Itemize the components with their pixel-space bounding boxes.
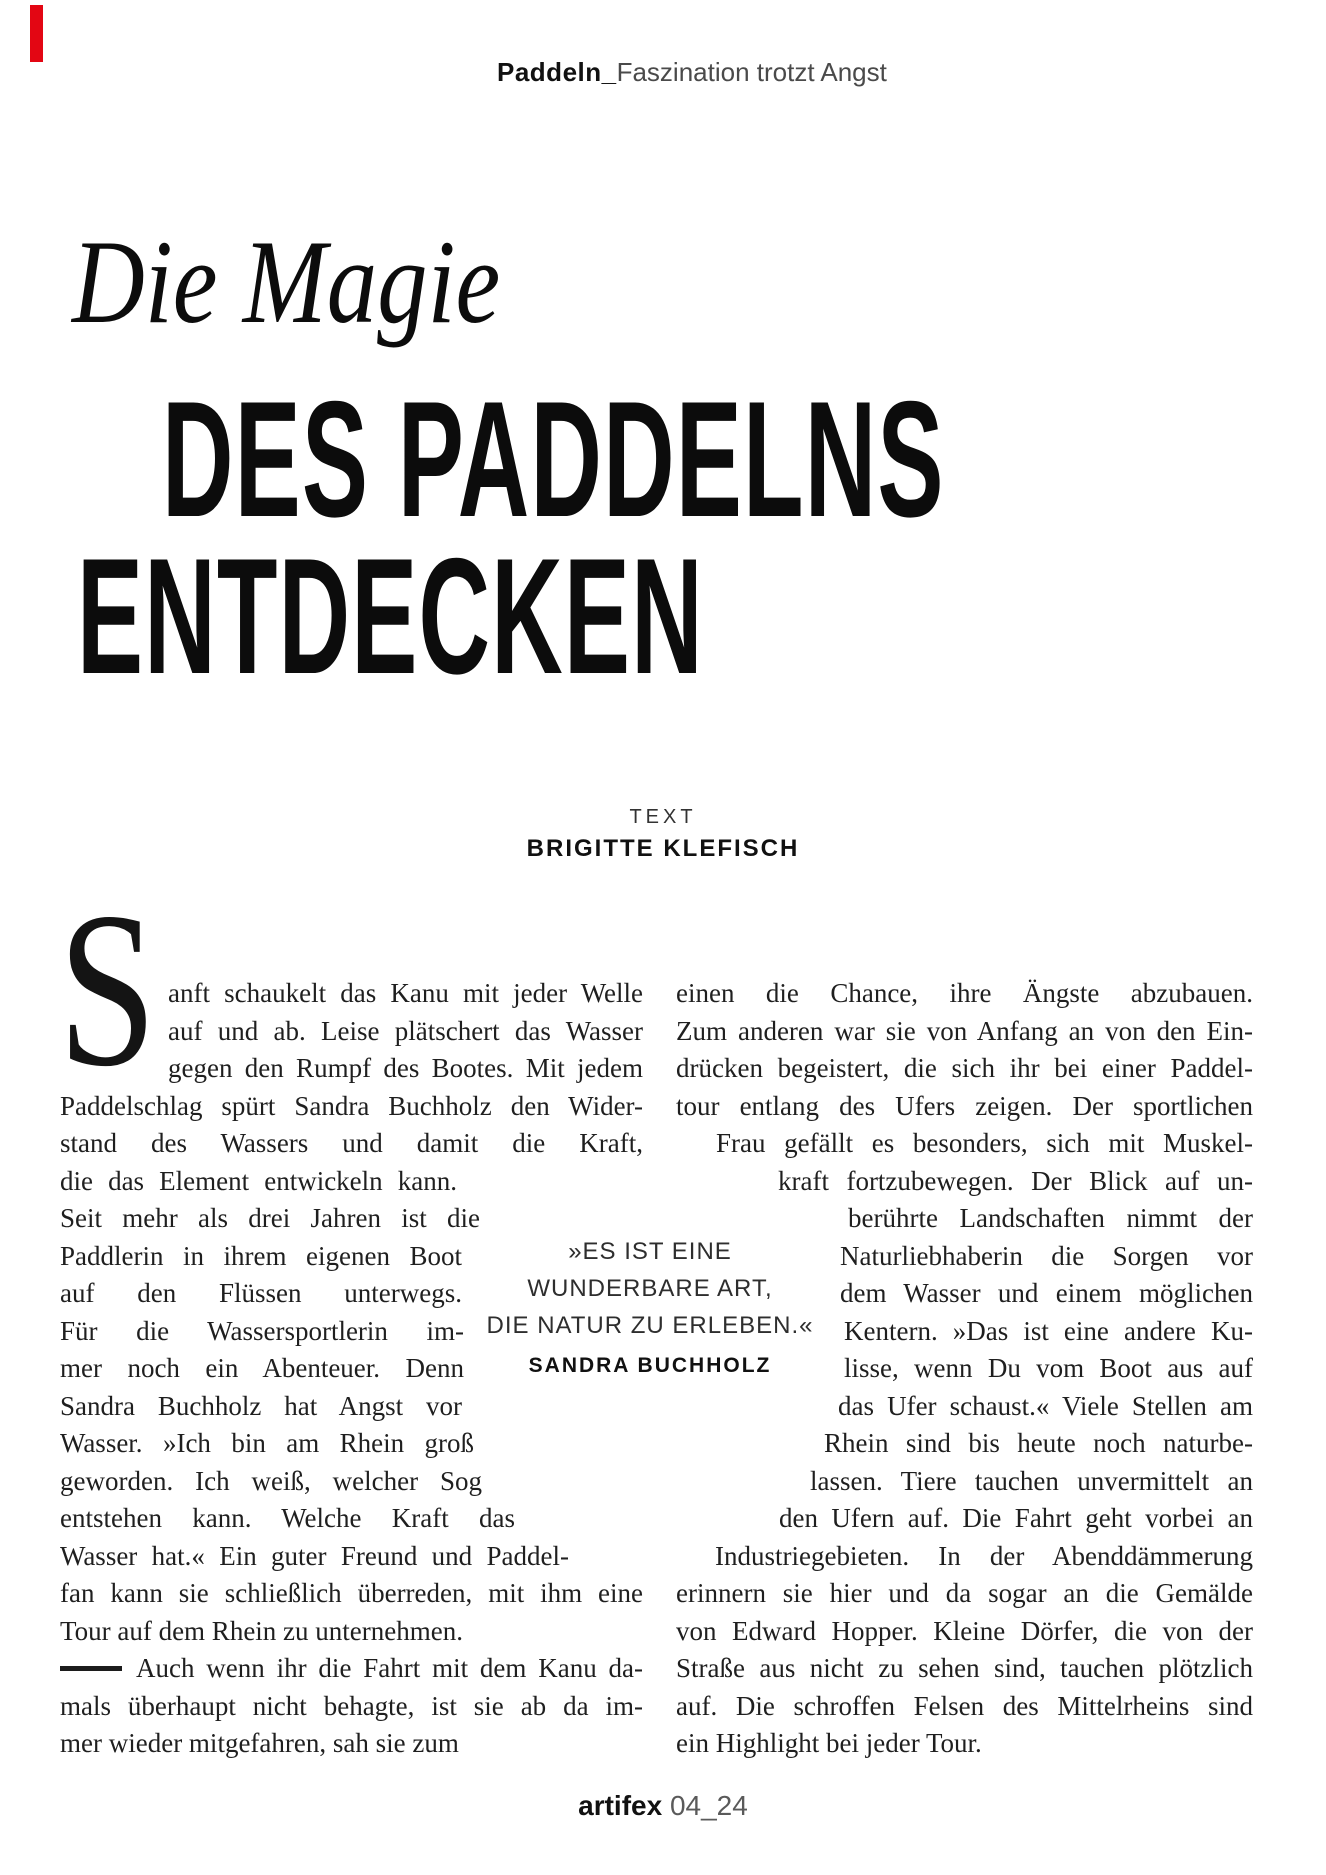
running-head bbox=[497, 58, 887, 86]
issue-number: 04_24 bbox=[669, 1790, 748, 1821]
drop-cap: S bbox=[58, 867, 157, 1113]
text-line: fan kann sie schließlich überreden, mit ihm eine bbox=[60, 1578, 643, 1608]
text-line: tour entlang des Ufers zeigen. Der sportlichen bbox=[676, 1090, 1253, 1121]
byline-label: TEXT bbox=[629, 806, 697, 828]
article-title-italic: Die Magie bbox=[72, 215, 501, 348]
article-title-caps-line2: ENTDECKEN bbox=[77, 524, 704, 708]
text-line: den Ufern auf. Die Fahrt geht vorbei an bbox=[779, 1503, 1253, 1533]
text-line: Frau gefällt es besonders, sich mit Muskel- bbox=[716, 1128, 1253, 1158]
accent-bar bbox=[30, 5, 43, 62]
pull-quote bbox=[400, 1233, 900, 1381]
text-line: mer noch ein Abenteuer. Denn bbox=[60, 1353, 464, 1383]
text-line: auf den Flüssen unterwegs. bbox=[60, 1278, 462, 1308]
pull-quote-lines bbox=[400, 1233, 900, 1344]
section-label: Paddeln_ bbox=[497, 57, 617, 87]
text-line: berührte Landschaften nimmt der bbox=[848, 1203, 1253, 1233]
text-line: stand des Wassers und damit die Kraft, bbox=[60, 1128, 643, 1158]
text-line: gegen den Rumpf des Bootes. Mit jedem bbox=[168, 1053, 643, 1083]
text-line: Tour auf dem Rhein zu unternehmen. bbox=[60, 1615, 463, 1646]
text-line: Kentern. »Das ist eine andere Ku- bbox=[844, 1315, 1253, 1346]
text-line: Industriegebieten. In der Abenddämmerung bbox=[715, 1540, 1253, 1571]
text-line: die das Element entwickeln kann. bbox=[60, 1165, 457, 1196]
text-line: dem Wasser und einem möglichen bbox=[840, 1278, 1253, 1308]
text-line: das Ufer schaust.« Viele Stellen am bbox=[838, 1390, 1253, 1421]
text-line: lassen. Tiere tauchen unvermittelt an bbox=[810, 1465, 1253, 1496]
text-line: von Edward Hopper. Kleine Dörfer, die von der bbox=[676, 1615, 1253, 1646]
text-line: Paddlerin in ihrem eigenen Boot bbox=[60, 1240, 462, 1271]
byline bbox=[0, 804, 1326, 868]
text-line: auf. Die schroffen Felsen des Mittelrheins sind bbox=[676, 1690, 1253, 1721]
text-line: Auch wenn ihr die Fahrt mit dem Kanu da- bbox=[60, 1650, 643, 1688]
page-footer bbox=[0, 1791, 1326, 1821]
text-line: drücken begeistert, die sich ihr bei einer Paddel- bbox=[676, 1053, 1253, 1083]
text-line: »ES IST EINE bbox=[568, 1238, 732, 1265]
text-line: Sandra Buchholz hat Angst vor bbox=[60, 1390, 462, 1421]
text-line: kraft fortzubewegen. Der Blick auf un- bbox=[778, 1165, 1253, 1196]
text-line: Für die Wassersportlerin im- bbox=[60, 1315, 464, 1346]
text-line: Seit mehr als drei Jahren ist die bbox=[60, 1203, 480, 1233]
text-line: Straße aus nicht zu sehen sind, tauchen plötzlich bbox=[676, 1653, 1253, 1683]
text-line: geworden. Ich weiß, welcher Sog bbox=[60, 1465, 482, 1496]
magazine-name: artifex bbox=[578, 1790, 663, 1821]
text-line: lisse, wenn Du vom Boot aus auf bbox=[844, 1353, 1253, 1383]
pull-quote-attribution: SANDRA BUCHHOLZ bbox=[528, 1354, 772, 1377]
text-line: Wasser hat.« Ein guter Freund und Paddel- bbox=[60, 1540, 569, 1571]
text-line: Paddelschlag spürt Sandra Buchholz den Wider- bbox=[60, 1090, 643, 1121]
text-line: mals überhaupt nicht behagte, ist sie ab da im- bbox=[60, 1690, 643, 1721]
text-line: erinnern sie hier und da sogar an die Gemälde bbox=[676, 1578, 1253, 1608]
text-line: auf und ab. Leise plätschert das Wasser bbox=[168, 1015, 643, 1046]
text-line: WUNDERBARE ART, bbox=[527, 1275, 773, 1302]
text-line: Naturliebhaberin die Sorgen vor bbox=[840, 1240, 1253, 1271]
text-line: anft schaukelt das Kanu mit jeder Welle bbox=[168, 978, 643, 1008]
text-line: mer wieder mitgefahren, sah sie zum bbox=[60, 1728, 459, 1758]
section-subtitle: Faszination trotzt Angst bbox=[616, 57, 887, 87]
text-line: entstehen kann. Welche Kraft das bbox=[60, 1503, 515, 1533]
text-line: ein Highlight bei jeder Tour. bbox=[676, 1728, 982, 1758]
byline-author: BRIGITTE KLEFISCH bbox=[526, 835, 800, 862]
text-line: Rhein sind bis heute noch naturbe- bbox=[824, 1428, 1253, 1458]
text-line: Wasser. »Ich bin am Rhein groß bbox=[60, 1428, 474, 1458]
paragraph-dash-rule bbox=[60, 1666, 122, 1671]
text-line: DIE NATUR ZU ERLEBEN.« bbox=[486, 1312, 814, 1339]
article-title-caps-line1: DES PADDELNS bbox=[162, 367, 945, 551]
text-line: einen die Chance, ihre Ängste abzubauen. bbox=[676, 978, 1253, 1008]
text-line: Zum anderen war sie von Anfang an von den Ein- bbox=[676, 1015, 1253, 1046]
